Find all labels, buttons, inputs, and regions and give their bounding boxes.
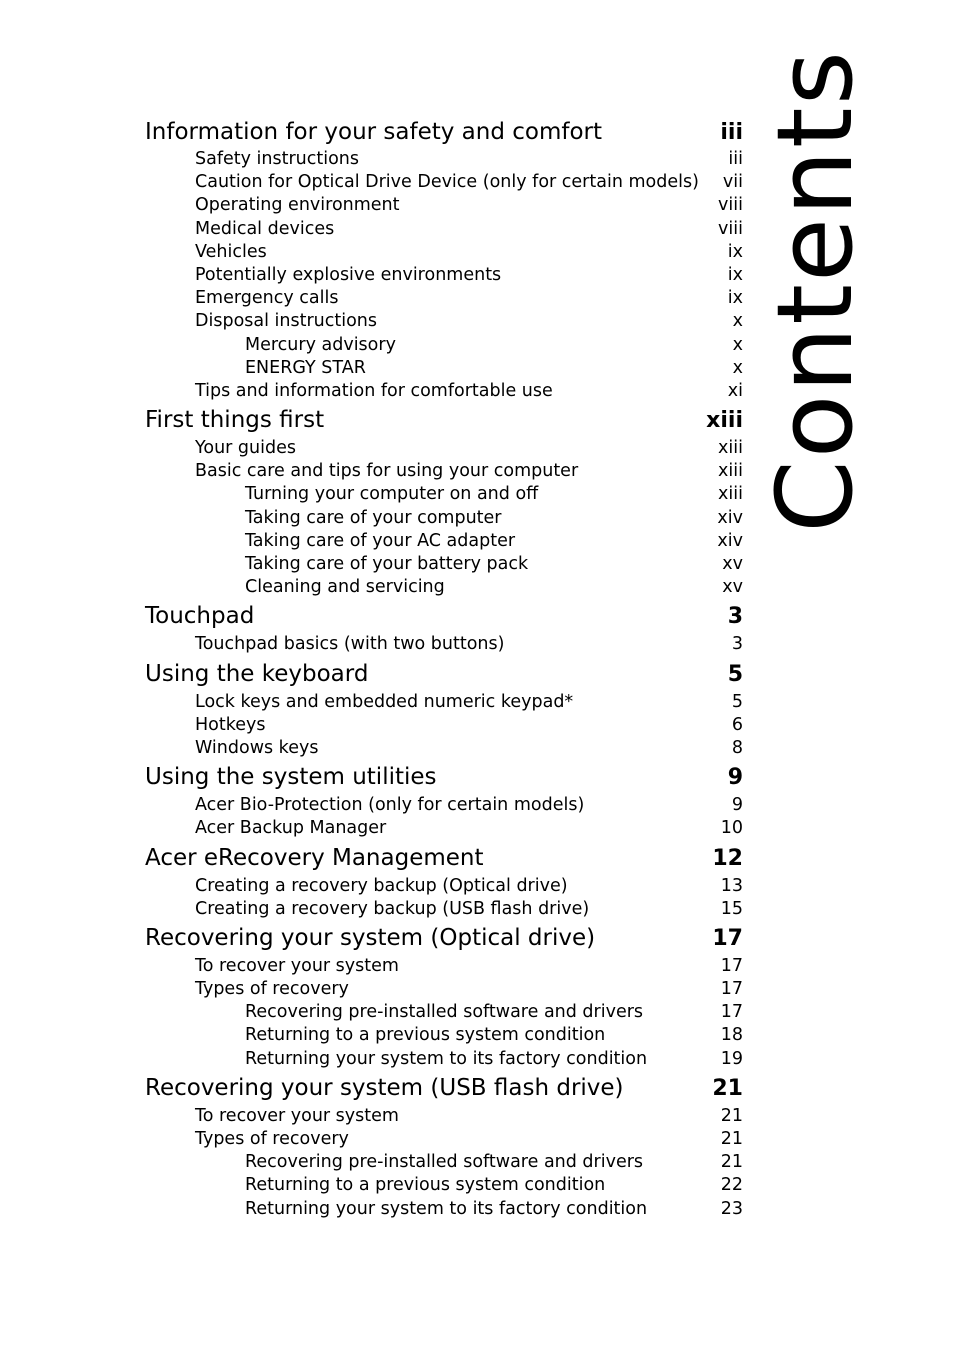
toc-entry-title: Touchpad basics (with two buttons)	[195, 634, 505, 655]
toc-entry-level-3[interactable]	[145, 1048, 743, 1071]
toc-entry-level-2[interactable]	[145, 978, 743, 1001]
toc-entry-title: Creating a recovery backup (Optical drive)	[195, 875, 568, 896]
toc-entry-title: Disposal instructions	[195, 311, 378, 332]
toc-entry-page-number: xv	[722, 577, 743, 598]
toc-entry-page-number: vii	[722, 172, 743, 193]
toc-entry-level-3[interactable]	[145, 1151, 743, 1174]
toc-entry-level-2[interactable]	[145, 794, 743, 817]
toc-entry-page-number: 8	[731, 737, 743, 758]
toc-entry-level-3[interactable]	[145, 1198, 743, 1221]
toc-entry-page-number: viii	[718, 195, 743, 216]
toc-entry-title: Types of recovery	[195, 1129, 349, 1149]
toc-entry-title: To recover your system	[195, 1105, 399, 1126]
toc-entry-level-3[interactable]	[145, 507, 743, 530]
toc-entry-title: Creating a recovery backup (USB flash drive)	[195, 898, 590, 919]
toc-entry-level-1[interactable]	[145, 657, 743, 691]
toc-entry-title: Recovering pre-installed software and drivers	[245, 1152, 644, 1173]
toc-entry-title: Safety instructions	[195, 149, 360, 169]
toc-entry-level-3[interactable]	[145, 576, 743, 599]
toc-entry-page-number: 3	[731, 634, 743, 655]
toc-entry-title: Recovering pre-installed software and drivers	[245, 1002, 644, 1023]
toc-entry-page-number: 22	[720, 1175, 743, 1196]
toc-entry-page-number: xiii	[718, 484, 743, 505]
toc-entry-page-number: xi	[727, 380, 743, 401]
toc-entry-level-3[interactable]	[145, 357, 743, 380]
toc-entry-title: Recovering your system (Optical drive)	[145, 924, 596, 951]
toc-entry-level-1[interactable]	[145, 1071, 743, 1105]
toc-entry-title: Acer Bio-Protection (only for certain models)	[195, 795, 585, 816]
toc-entry-level-2[interactable]	[145, 633, 743, 656]
toc-entry-page-number: iii	[728, 149, 743, 169]
toc-entry-title: Using the keyboard	[145, 660, 369, 687]
toc-entry-level-2[interactable]	[145, 310, 743, 333]
toc-entry-level-2[interactable]	[145, 241, 743, 264]
toc-entry-title: Potentially explosive environments	[195, 264, 502, 285]
toc-entry-title: Taking care of your computer	[245, 507, 502, 528]
toc-entry-page-number: viii	[718, 218, 743, 239]
toc-entry-page-number: x	[732, 311, 743, 332]
toc-entry-level-2[interactable]	[145, 460, 743, 483]
toc-entry-page-number: x	[732, 334, 743, 355]
toc-entry-page-number: 12	[712, 845, 743, 871]
toc-entry-title: Medical devices	[195, 218, 335, 239]
toc-entry-title: Information for your safety and comfort	[145, 119, 603, 145]
toc-entry-level-2[interactable]	[145, 148, 743, 171]
toc-entry-title: First things first	[145, 407, 325, 434]
toc-entry-level-1[interactable]	[145, 921, 743, 955]
toc-entry-page-number: 17	[720, 1002, 743, 1023]
toc-entry-title: Cleaning and servicing	[245, 577, 445, 598]
toc-entry-level-1[interactable]	[145, 760, 743, 794]
toc-entry-page-number: 19	[720, 1048, 743, 1069]
toc-entry-level-2[interactable]	[145, 437, 743, 460]
toc-entry-title: ENERGY STAR	[245, 357, 366, 378]
toc-entry-level-1[interactable]	[145, 116, 743, 148]
toc-entry-title: Acer eRecovery Management	[145, 844, 484, 871]
toc-entry-title: Returning your system to its factory condition	[245, 1198, 648, 1219]
toc-entry-level-2[interactable]	[145, 264, 743, 287]
toc-entry-page-number: 9	[727, 765, 743, 791]
toc-entry-title: Returning your system to its factory condition	[245, 1048, 648, 1069]
toc-entry-page-number: 17	[712, 925, 743, 951]
page-title: Contents	[754, 49, 876, 533]
toc-entry-page-number: 13	[720, 875, 743, 896]
toc-entry-level-2[interactable]	[145, 817, 743, 840]
toc-entry-title: Lock keys and embedded numeric keypad*	[195, 691, 574, 712]
toc-entry-level-2[interactable]	[145, 898, 743, 921]
toc-entry-level-2[interactable]	[145, 1128, 743, 1151]
toc-entry-level-3[interactable]	[145, 334, 743, 357]
toc-entry-title: Vehicles	[195, 241, 267, 262]
toc-entry-page-number: 10	[720, 818, 743, 839]
toc-entry-title: Taking care of your AC adapter	[245, 530, 516, 551]
toc-entry-page-number: 18	[720, 1025, 743, 1046]
toc-entry-level-1[interactable]	[145, 599, 743, 633]
toc-entry-level-3[interactable]	[145, 1024, 743, 1047]
toc-entry-level-3[interactable]	[145, 553, 743, 576]
toc-entry-level-2[interactable]	[145, 194, 743, 217]
toc-entry-page-number: xiv	[717, 530, 743, 551]
toc-entry-title: Turning your computer on and off	[245, 484, 539, 505]
toc-entry-title: Windows keys	[195, 737, 319, 758]
toc-entry-page-number: 23	[720, 1198, 743, 1219]
toc-entry-title: Basic care and tips for using your computer	[195, 461, 579, 482]
toc-entry-page-number: ix	[727, 288, 743, 309]
toc-entry-title: Mercury advisory	[245, 334, 396, 355]
toc-entry-title: Returning to a previous system condition	[245, 1025, 606, 1046]
toc-entry-title: Taking care of your battery pack	[245, 554, 529, 574]
toc-entry-level-2[interactable]	[145, 955, 743, 978]
toc-entry-title: Your guides	[195, 438, 296, 459]
table-of-contents	[145, 116, 743, 1221]
toc-entry-level-2[interactable]	[145, 380, 743, 403]
toc-entry-level-3[interactable]	[145, 530, 743, 553]
toc-entry-title: Tips and information for comfortable use	[195, 380, 553, 401]
toc-entry-page-number: 21	[712, 1075, 743, 1101]
toc-entry-page-number: 3	[727, 604, 743, 630]
toc-entry-title: Acer Backup Manager	[195, 818, 387, 839]
toc-entry-level-2[interactable]	[145, 691, 743, 714]
toc-entry-level-3[interactable]	[145, 483, 743, 506]
toc-entry-level-3[interactable]	[145, 1001, 743, 1024]
toc-entry-page-number: 5	[727, 661, 743, 687]
toc-entry-page-number: xiii	[718, 461, 743, 482]
toc-entry-level-3[interactable]	[145, 1174, 743, 1197]
toc-entry-level-2[interactable]	[145, 714, 743, 737]
toc-entry-page-number: 15	[720, 898, 743, 919]
toc-entry-page-number: 6	[731, 714, 743, 735]
toc-entry-page-number: xiv	[717, 507, 743, 528]
toc-entry-level-2[interactable]	[145, 875, 743, 898]
toc-entry-level-2[interactable]	[145, 171, 743, 194]
toc-entry-page-number: xiii	[706, 408, 743, 434]
toc-entry-page-number: 17	[720, 955, 743, 976]
toc-entry-page-number: x	[732, 357, 743, 378]
toc-entry-level-1[interactable]	[145, 841, 743, 875]
page-title-container	[754, 49, 876, 533]
toc-entry-page-number: 21	[720, 1129, 743, 1149]
toc-entry-level-2[interactable]	[145, 1105, 743, 1128]
toc-entry-title: Caution for Optical Drive Device (only for certain models)	[195, 172, 699, 193]
toc-entry-level-2[interactable]	[145, 287, 743, 310]
toc-entry-title: Touchpad	[145, 603, 255, 630]
toc-entry-title: Operating environment	[195, 195, 400, 216]
toc-entry-title: Hotkeys	[195, 714, 266, 735]
toc-entry-title: To recover your system	[195, 955, 399, 976]
toc-entry-title: Types of recovery	[195, 979, 349, 1000]
toc-entry-page-number: 21	[720, 1152, 743, 1173]
toc-entry-page-number: 9	[731, 795, 743, 816]
toc-entry-page-number: xv	[722, 554, 743, 574]
toc-entry-page-number: iii	[720, 120, 743, 145]
toc-entry-title: Returning to a previous system condition	[245, 1175, 606, 1196]
toc-entry-level-1[interactable]	[145, 403, 743, 437]
toc-entry-page-number: 17	[720, 979, 743, 1000]
toc-entry-page-number: 21	[720, 1105, 743, 1126]
toc-entry-level-2[interactable]	[145, 737, 743, 760]
toc-entry-level-2[interactable]	[145, 218, 743, 241]
toc-entry-page-number: xiii	[718, 438, 743, 459]
toc-entry-title: Emergency calls	[195, 288, 339, 309]
toc-entry-page-number: ix	[727, 241, 743, 262]
toc-entry-title: Using the system utilities	[145, 764, 437, 791]
toc-entry-page-number: ix	[727, 264, 743, 285]
toc-entry-title: Recovering your system (USB flash drive)	[145, 1074, 624, 1101]
toc-entry-page-number: 5	[731, 691, 743, 712]
